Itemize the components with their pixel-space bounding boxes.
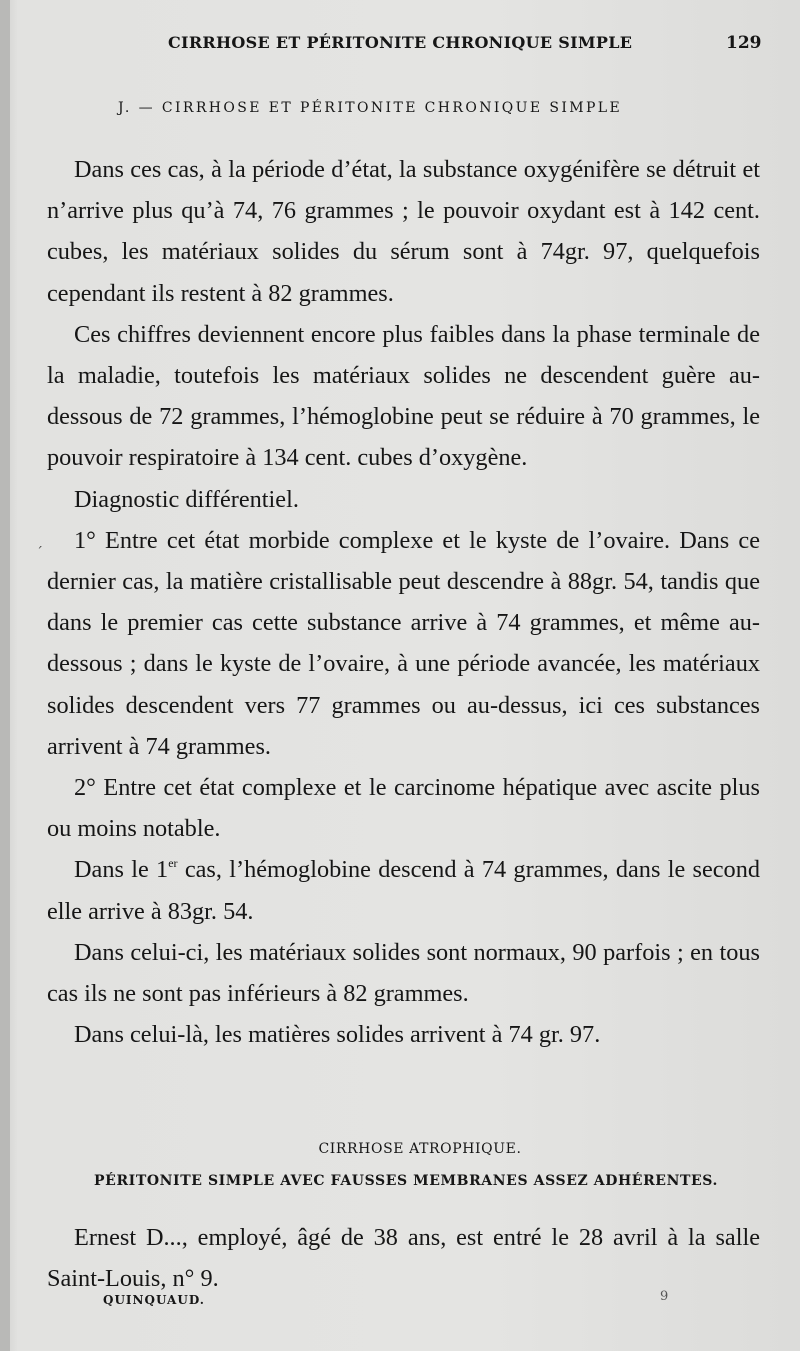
running-head-title: CIRRHOSE ET PÉRITONITE CHRONIQUE SIMPLE <box>168 33 633 52</box>
paragraph-hemoglobine-rest: cas, l’hémoglobine descend à 74 grammes, dans le second elle arrive à 83gr. 54. <box>47 856 760 925</box>
page-binding-edge <box>0 0 10 1351</box>
running-head <box>0 33 800 57</box>
paragraph-hemoglobine-start: Dans le 1 <box>74 856 169 884</box>
paragraph-diagnostic-heading: Diagnostic différentiel. <box>74 485 299 513</box>
paragraph-period-etat: Dans ces cas, à la période d’état, la substance oxygénifère se détruit et n’arrive plus qu’à 74, 76 grammes ; le pouvoir oxydant est à 142 cent. cubes, les matériaux solides du sérum sont à 74gr. 97, quelquefois cependant ils restent à 82 grammes. <box>47 156 760 307</box>
signature-mark: 9 <box>660 1289 669 1304</box>
ordinal-superscript: er <box>168 856 178 871</box>
paragraph-celui-ci: Dans celui-ci, les matériaux solides sont normaux, 90 parfois ; en tous cas ils ne sont pas inférieurs à 82 grammes. <box>47 938 760 1008</box>
paragraph-kyste-ovaire: 1° Entre cet état morbide complexe et le kyste de l’ovaire. Dans ce dernier cas, la matière cristallisable peut descendre à 88gr. 54, tandis que dans le premier cas cette substance arrive à 74 grammes, et même au-dessous ; dans le kyste de l’ovaire, à une période avancée, les matériaux solides descendent vers 77 grammes ou au-dessus, ici ces substances arrivent à 74 grammes. <box>47 526 760 760</box>
paragraph-celui-la: Dans celui-là, les matières solides arrivent à 74 gr. 97. <box>74 1021 601 1049</box>
paragraph-phase-terminale: Ces chiffres deviennent encore plus faibles dans la phase terminale de la maladie, toutefois les matériaux solides ne descendent guère au-dessous de 72 grammes, l’hémoglobine peut se réduire à 70 grammes, le pouvoir respiratoire à 134 cent. cubes d’oxygène. <box>47 320 760 472</box>
case-heading-cirrhose: CIRRHOSE ATROPHIQUE. <box>318 1141 522 1157</box>
margin-tick-mark: ´ <box>36 545 43 561</box>
body-text <box>47 149 760 1055</box>
case-patient-description: Ernest D..., employé, âgé de 38 ans, est entré le 28 avril à la salle Saint-Louis, n° 9. <box>47 1224 760 1293</box>
paragraph-hemoglobine <box>47 849 760 931</box>
paragraph-carcinome: 2° Entre cet état complexe et le carcinome hépatique avec ascite plus ou moins notable. <box>47 774 760 843</box>
footer-author: QUINQUAUD. <box>103 1293 205 1307</box>
case-heading-peritonite: PÉRITONITE SIMPLE AVEC FAUSSES MEMBRANES ASSEZ ADHÉRENTES. <box>94 1173 718 1189</box>
page-number: 129 <box>726 33 762 53</box>
case-text-block <box>47 1217 760 1299</box>
section-heading: J. — CIRRHOSE ET PÉRITONITE CHRONIQUE SIMPLE <box>118 100 623 116</box>
